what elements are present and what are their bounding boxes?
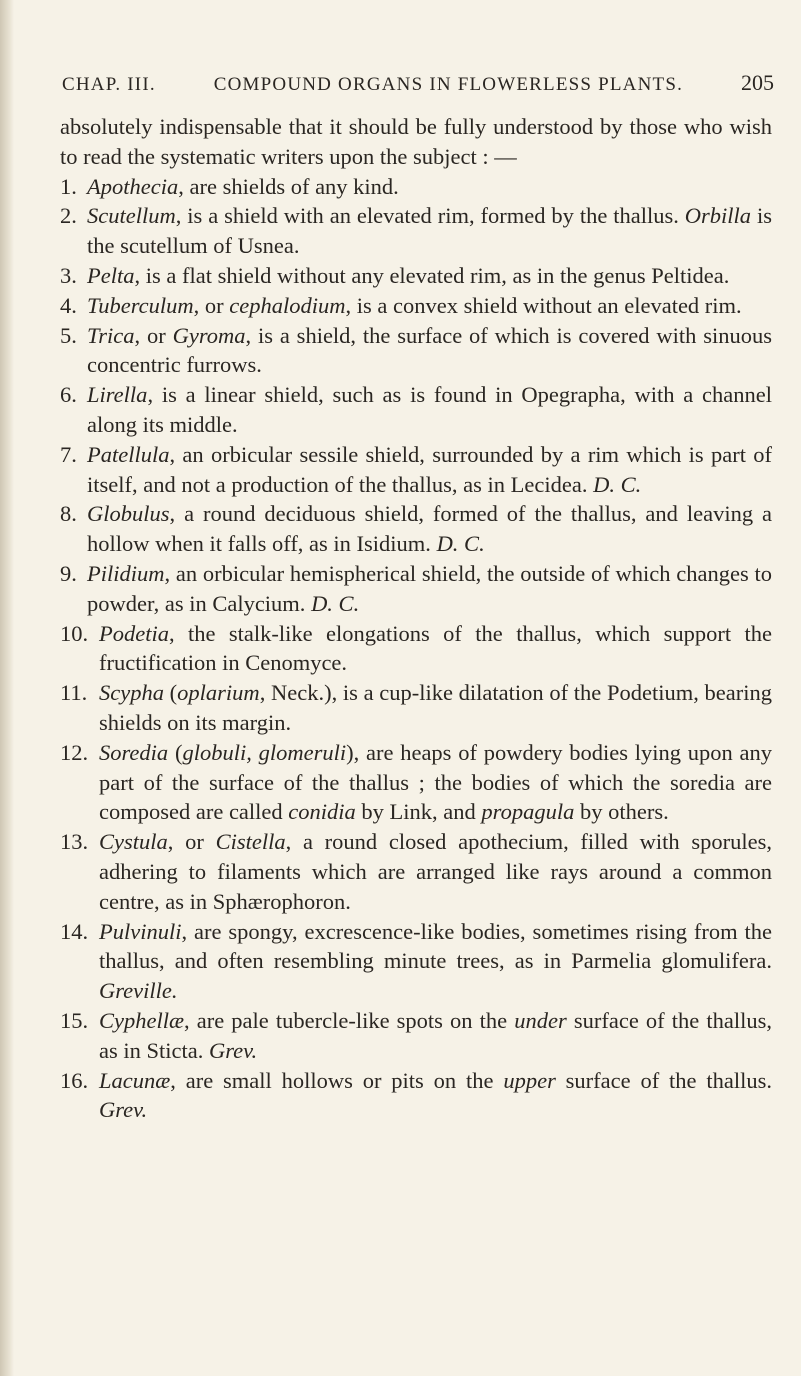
entry-number: 13. xyxy=(60,829,89,855)
italic-term: D. C. xyxy=(311,590,360,616)
entry-number: 9. xyxy=(60,560,77,586)
italic-term: Pulvinuli xyxy=(99,918,182,944)
italic-term: Trica xyxy=(87,322,135,348)
entry-text: , is a shield with an elevated rim, formed by the thallus. xyxy=(175,203,685,229)
page-number: 205 xyxy=(741,70,774,95)
entry-number: 12. xyxy=(60,739,89,765)
italic-term: Pelta xyxy=(87,262,135,288)
italic-term: Lacunæ xyxy=(99,1067,171,1093)
definition-list xyxy=(60,172,772,1126)
italic-term: D. C. xyxy=(593,471,642,497)
entry-text: , is a flat shield without any elevated rim, as in the genus Peltidea. xyxy=(134,262,730,288)
italic-term: Podetia xyxy=(99,620,169,646)
entry-number: 1. xyxy=(60,173,77,199)
entry-text: ), are heaps of powdery bodies lying upon any part of the surface of the thallus ; the bodies of which the soredia are composed are called xyxy=(99,739,772,825)
entry-number: 8. xyxy=(60,501,77,527)
entry-text: , the stalk-like elongations of the thallus, which support the fructification in Cenomyce. xyxy=(99,620,772,676)
italic-term: Cyphellæ xyxy=(99,1007,184,1033)
definition-entry xyxy=(60,291,772,321)
definition-entry xyxy=(60,738,772,827)
entry-text: ( xyxy=(163,680,178,706)
entry-text: by Link, and xyxy=(355,799,482,825)
entry-text: , or xyxy=(134,322,173,348)
entry-number: 7. xyxy=(60,441,77,467)
entry-text: by others. xyxy=(574,799,669,825)
italic-term: Soredia xyxy=(99,739,169,765)
italic-term: Lirella xyxy=(87,382,148,408)
definition-entry xyxy=(60,1066,772,1126)
definition-entry xyxy=(60,380,772,440)
italic-term: Orbilla xyxy=(684,203,752,229)
entry-text: surface of the thallus. xyxy=(555,1067,772,1093)
definition-entry xyxy=(60,917,772,1006)
entry-text: , is a shield, the surface of which is covered with sinuous concentric furrows. xyxy=(87,322,772,378)
chapter-label: CHAP. III. xyxy=(62,74,156,95)
italic-term: Gyroma xyxy=(172,322,246,348)
italic-term: oplarium xyxy=(177,680,260,706)
entry-text: , are spongy, excrescence-like bodies, sometimes rising from the thallus, and often resembling minute trees, as in Parmelia glomulifera. xyxy=(99,918,772,974)
entry-number: 2. xyxy=(60,203,77,229)
italic-term: Grev. xyxy=(99,1097,148,1123)
entry-text: ( xyxy=(168,739,183,765)
book-page xyxy=(60,70,772,1125)
definition-entry xyxy=(60,440,772,500)
definition-entry xyxy=(60,827,772,916)
entry-text: surface of the thallus, as in Sticta. xyxy=(99,1007,772,1063)
entry-number: 6. xyxy=(60,382,77,408)
italic-term: Globulus xyxy=(87,501,170,527)
italic-term: Scypha xyxy=(99,680,164,706)
definition-entry xyxy=(60,321,772,381)
italic-term: upper xyxy=(503,1067,556,1093)
italic-term: Tuberculum xyxy=(87,292,194,318)
entry-number: 11. xyxy=(60,680,88,706)
definition-entry xyxy=(60,201,772,261)
italic-term: cephalodium xyxy=(229,292,346,318)
page-gutter-shadow xyxy=(0,0,14,1376)
italic-term: Cistella xyxy=(215,829,286,855)
definition-entry xyxy=(60,261,772,291)
entry-number: 15. xyxy=(60,1007,89,1033)
running-header xyxy=(60,70,772,96)
entry-text: , are small hollows or pits on the xyxy=(170,1067,504,1093)
italic-term: Pilidium xyxy=(87,560,165,586)
entry-number: 4. xyxy=(60,292,77,318)
italic-term: Cystula xyxy=(99,829,168,855)
italic-term: Patellula xyxy=(87,441,170,467)
entry-number: 5. xyxy=(60,322,77,348)
entry-text: , is a linear shield, such as is found in Opegrapha, with a channel along its middle. xyxy=(87,382,772,437)
entry-number: 14. xyxy=(60,918,89,944)
entry-text: , a round closed apothecium, filled with sporules, adhering to filaments which are arranged like rays around a common centre, as in Sphærophoron. xyxy=(99,829,772,914)
entry-text: , an orbicular sessile shield, surrounded by a rim which is part of itself, and not a production of the thallus, as in Lecidea. xyxy=(87,441,772,497)
definition-entry xyxy=(60,559,772,619)
italic-term: under xyxy=(514,1007,567,1033)
intro-paragraph: absolutely indispensable that it should be fully understood by those who wish to read the systematic writers upon the subject : — xyxy=(60,114,772,169)
entry-text: , are shields of any kind. xyxy=(178,173,399,199)
entry-number: 10. xyxy=(60,620,89,646)
entry-text: , are pale tubercle-like spots on the xyxy=(184,1007,515,1033)
definition-entry xyxy=(60,678,772,738)
italic-term: globuli, glomeruli xyxy=(182,739,347,765)
definition-entry xyxy=(60,172,772,202)
italic-term: propagula xyxy=(481,799,575,825)
entry-number: 3. xyxy=(60,262,77,288)
entry-text: , an orbicular hemispherical shield, the outside of which changes to powder, as in Calycium. xyxy=(87,560,772,616)
italic-term: Scutellum xyxy=(87,203,176,229)
italic-term: Apothecia xyxy=(87,173,179,199)
entry-text: , Neck.), is a cup-like dilatation of the Podetium, bearing shields on its margin. xyxy=(99,680,772,735)
entry-text: , or xyxy=(193,292,230,318)
entry-text: is the scutellum of Usnea. xyxy=(87,203,772,259)
definition-entry xyxy=(60,499,772,559)
italic-term: D. C. xyxy=(436,531,485,557)
definition-entry xyxy=(60,1006,772,1066)
entry-text: , a round deciduous shield, formed of the thallus, and leaving a hollow when it falls off, as in Isidium. xyxy=(87,501,772,557)
italic-term: conidia xyxy=(288,799,356,825)
running-title: COMPOUND ORGANS IN FLOWERLESS PLANTS. xyxy=(213,74,684,95)
entry-text: , or xyxy=(167,829,216,855)
entry-number: 16. xyxy=(60,1067,89,1093)
italic-term: Grev. xyxy=(208,1037,258,1063)
italic-term: Greville. xyxy=(99,978,178,1004)
definition-entry xyxy=(60,619,772,679)
entry-text: , is a convex shield without an elevated rim. xyxy=(345,292,742,318)
